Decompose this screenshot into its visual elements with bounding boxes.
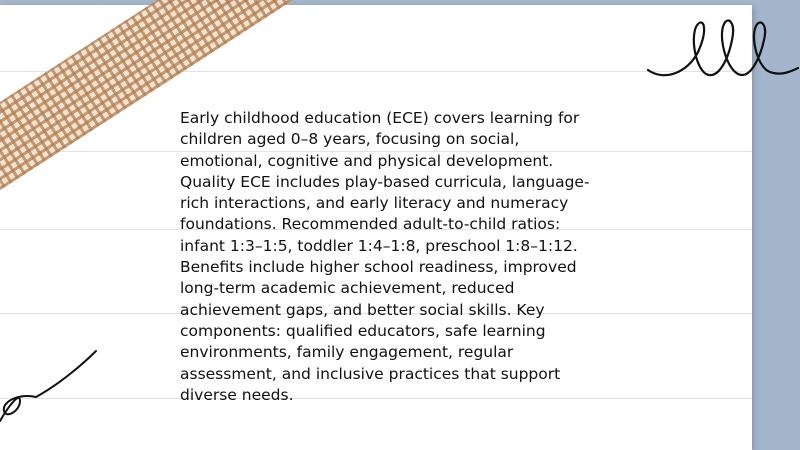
body-paragraph: Early childhood education (ECE) covers learning for children aged 0–8 years, focusing on social, emotional, cognitive and physical development. Quality ECE includes play-based curricula, language- rich interactions, and early literacy and numeracy foundations. Recommended adult-to-child ratios: infant 1:3–1:5, toddler 1:4–1:8, preschool 1:8–1:12. Benefits include higher school readiness, improved long-term academic achievement, reduced achievement gaps, and better social skills. Key components: qualified educators, safe learning environments, family engagement, regular assessment, and inclusive practices that support diverse needs. (180, 109, 590, 404)
squiggle-loops-decoration (640, 10, 800, 90)
squiggle-curl-decoration (0, 345, 110, 435)
